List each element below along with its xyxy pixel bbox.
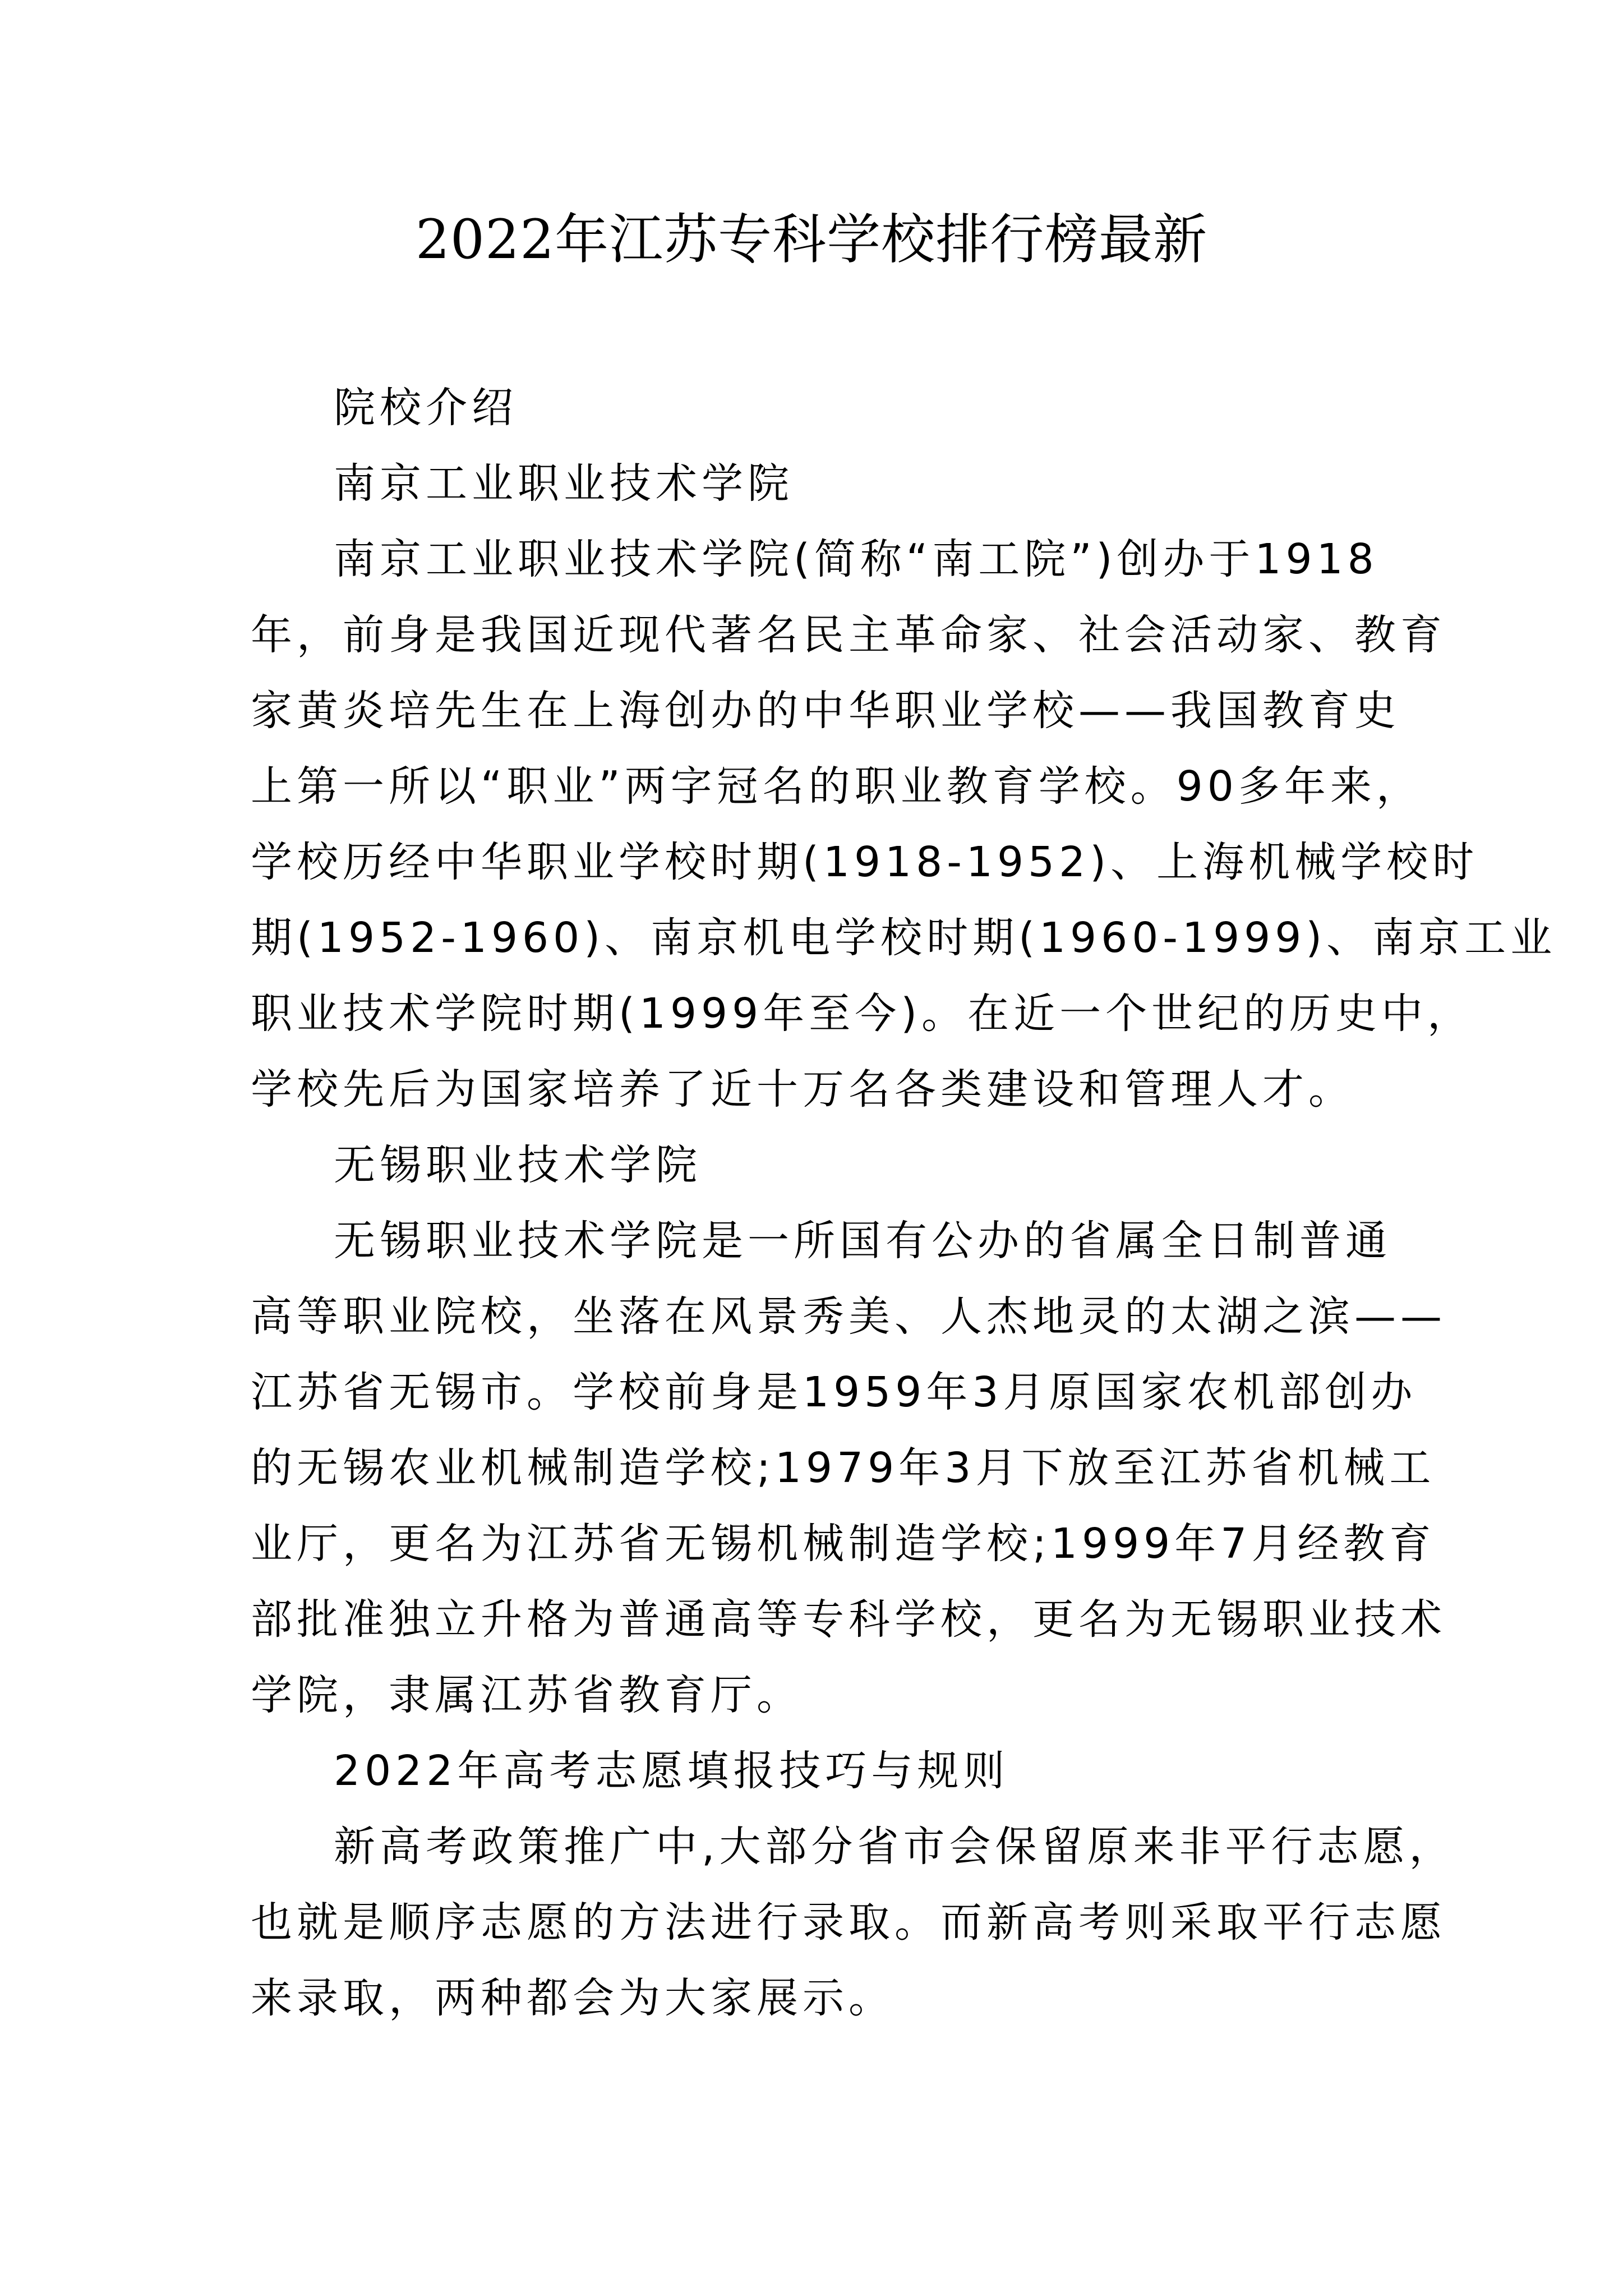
document-body — [251, 370, 1557, 2036]
paragraph-line: 来录取，两种都会为大家展示。 — [251, 1974, 895, 2022]
paragraph-line: 高等职业院校，坐落在风景秀美、人杰地灵的太湖之滨—— — [251, 1292, 1446, 1341]
paragraph-line: 江苏省无锡市。学校前身是1959年3月原国家农机部创办 — [251, 1368, 1417, 1416]
paragraph-line: 业厅，更名为江苏省无锡机械制造学校;1999年7月经教育 — [251, 1520, 1436, 1568]
paragraph-line: 南京工业职业技术学院(简称“南工院”)创办于1918 — [334, 535, 1378, 583]
paragraph-line: 期(1952-1960)、南京机电学校时期(1960-1999)、南京工业 — [251, 914, 1557, 962]
paragraph-line: 部批准独立升格为普通高等专科学校，更名为无锡职业技术 — [251, 1595, 1446, 1644]
paragraph-line: 新高考政策推广中,大部分省市会保留原来非平行志愿， — [334, 1823, 1455, 1871]
paragraph-line: 上第一所以“职业”两字冠名的职业教育学校。90多年来， — [251, 762, 1422, 811]
paragraph-line: 家黄炎培先生在上海创办的中华职业学校——我国教育史 — [251, 687, 1400, 735]
paragraph-line: 学校历经中华职业学校时期(1918-1952)、上海机械学校时 — [251, 838, 1479, 886]
paragraph-line: 无锡职业技术学院是一所国有公办的省属全日制普通 — [334, 1217, 1391, 1265]
document-title: 2022年江苏专科学校排行榜最新 — [415, 208, 1208, 271]
section-heading-wuxi: 无锡职业技术学院 — [334, 1141, 702, 1189]
paragraph-line: 的无锡农业机械制造学校;1979年3月下放至江苏省机械工 — [251, 1444, 1436, 1492]
paragraph-line: 年，前身是我国近现代著名民主革命家、社会活动家、教育 — [251, 611, 1446, 659]
section-heading-intro: 院校介绍 — [334, 384, 518, 432]
section-heading-nanjing: 南京工业职业技术学院 — [334, 459, 794, 508]
paragraph-line: 学校先后为国家培养了近十万名各类建设和管理人才。 — [251, 1065, 1354, 1114]
paragraph-line: 学院，隶属江苏省教育厅。 — [251, 1671, 803, 1719]
paragraph-line: 职业技术学院时期(1999年至今)。在近一个世纪的历史中， — [251, 990, 1474, 1038]
paragraph-line: 也就是顺序志愿的方法进行录取。而新高考则采取平行志愿 — [251, 1898, 1446, 1947]
section-heading-gaokao: 2022年高考志愿填报技巧与规则 — [334, 1747, 1009, 1795]
